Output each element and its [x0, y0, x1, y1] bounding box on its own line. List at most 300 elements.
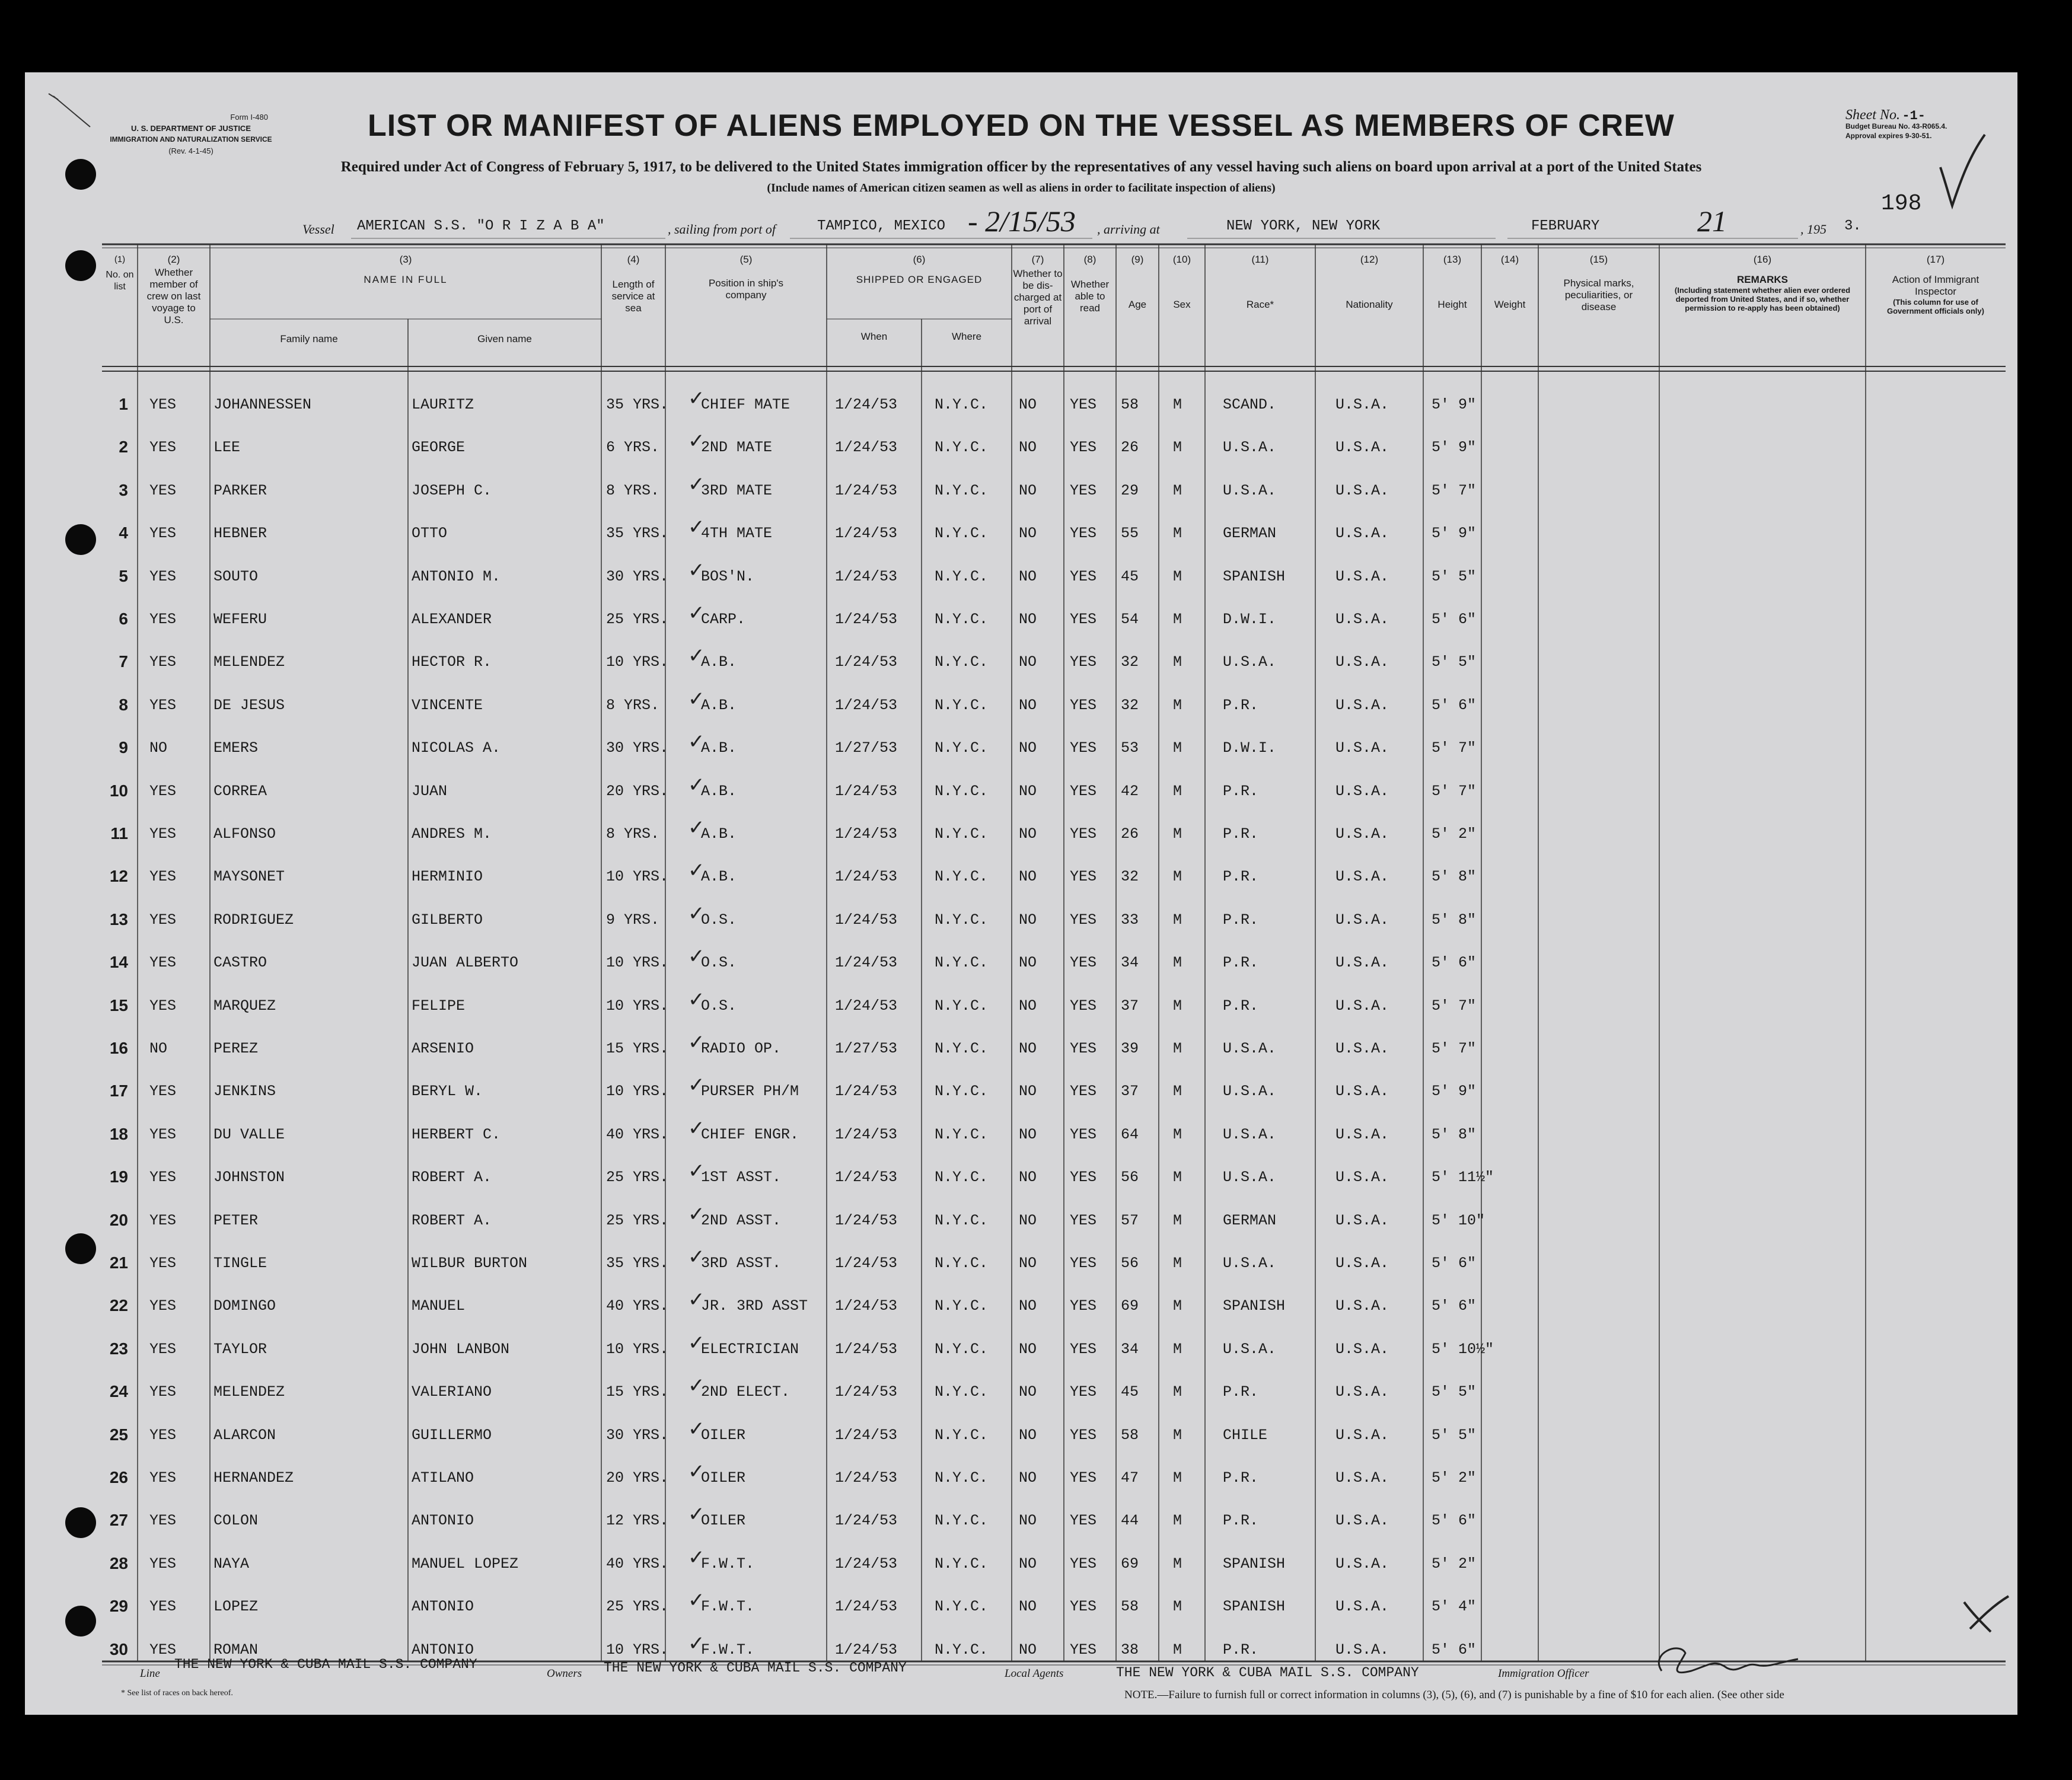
- nationality-cell: U.S.A.: [1335, 1641, 1389, 1658]
- able-to-read-cell: YES: [1070, 481, 1097, 499]
- able-to-read-cell: YES: [1070, 825, 1097, 843]
- age-cell: 54: [1121, 611, 1139, 628]
- discharged-cell: NO: [1019, 396, 1037, 413]
- col-7-header: (7) Whether to be dis-charged at port of arrival: [1013, 254, 1063, 327]
- nationality-cell: U.S.A.: [1335, 611, 1389, 628]
- shipped-when-cell: 1/24/53: [835, 868, 898, 886]
- height-cell: 5' 11½": [1432, 1169, 1494, 1186]
- row-number-cell: 13: [109, 910, 128, 929]
- able-to-read-cell: YES: [1070, 954, 1097, 972]
- sex-cell: M: [1173, 611, 1182, 628]
- sailing-date: - 2/15/53: [968, 205, 1076, 238]
- nationality-cell: U.S.A.: [1335, 1255, 1389, 1272]
- family-name-cell: LOPEZ: [213, 1598, 259, 1616]
- shipped-when-cell: 1/24/53: [835, 696, 898, 714]
- race-cell: CHILE: [1223, 1426, 1268, 1444]
- able-to-read-cell: YES: [1070, 611, 1097, 628]
- discharged-cell: NO: [1019, 739, 1037, 757]
- given-name-cell: FELIPE: [412, 997, 466, 1015]
- family-name-cell: WEFERU: [213, 611, 267, 628]
- row-number-cell: 25: [109, 1425, 128, 1444]
- service-length-cell: 10 YRS.: [606, 954, 669, 972]
- discharged-cell: NO: [1019, 1383, 1037, 1401]
- family-name-cell: DE JESUS: [213, 696, 285, 714]
- nationality-cell: U.S.A.: [1335, 1297, 1389, 1315]
- row-number-cell: 30: [109, 1639, 128, 1658]
- service-length-cell: 40 YRS.: [606, 1297, 669, 1315]
- last-voyage-cell: YES: [149, 1555, 177, 1572]
- height-cell: 5' 7": [1432, 739, 1477, 757]
- form-department: U. S. DEPARTMENT OF JUSTICE: [131, 124, 251, 133]
- able-to-read-cell: YES: [1070, 868, 1097, 886]
- race-cell: P.R.: [1223, 782, 1259, 800]
- check-mark-icon: ✓: [688, 901, 705, 926]
- shipped-where-cell: N.Y.C.: [935, 1255, 989, 1272]
- discharged-cell: NO: [1019, 825, 1037, 843]
- discharged-cell: NO: [1019, 1641, 1037, 1658]
- page-stamp-number: 198: [1881, 191, 1922, 216]
- height-cell: 5' 8": [1432, 911, 1477, 929]
- col-16-header: (16) REMARKS (Including statement whether alien ever ordered deported from United States, and if so, whether permission to re-apply has been obtained): [1674, 254, 1851, 312]
- height-cell: 5' 8": [1432, 1125, 1477, 1143]
- check-mark-icon: ✓: [688, 601, 705, 625]
- family-name-cell: MELENDEZ: [213, 1383, 285, 1401]
- races-footnote: * See list of races on back hereof.: [121, 1689, 233, 1698]
- race-cell: P.R.: [1223, 868, 1259, 886]
- row-number-cell: 5: [119, 566, 128, 585]
- discharged-cell: NO: [1019, 1169, 1037, 1186]
- height-cell: 5' 10½": [1432, 1340, 1494, 1358]
- height-cell: 5' 7": [1432, 481, 1477, 499]
- able-to-read-cell: YES: [1070, 1083, 1097, 1100]
- row-number-cell: 22: [109, 1296, 128, 1315]
- age-cell: 37: [1121, 1083, 1139, 1100]
- service-length-cell: 10 YRS.: [606, 1340, 669, 1358]
- service-length-cell: 8 YRS.: [606, 481, 660, 499]
- discharged-cell: NO: [1019, 696, 1037, 714]
- discharged-cell: NO: [1019, 1426, 1037, 1444]
- sex-cell: M: [1173, 1125, 1182, 1143]
- check-mark-icon: ✓: [688, 945, 705, 969]
- service-length-cell: 10 YRS.: [606, 997, 669, 1015]
- check-mark-icon: ✓: [688, 644, 705, 668]
- service-length-cell: 8 YRS.: [606, 696, 660, 714]
- service-length-cell: 40 YRS.: [606, 1125, 669, 1143]
- race-cell: U.S.A.: [1223, 1125, 1277, 1143]
- last-voyage-cell: YES: [149, 653, 177, 671]
- given-name-cell: GILBERTO: [412, 911, 483, 929]
- col-6-header: (6) SHIPPED OR ENGAGED: [856, 254, 983, 285]
- shipped-when-cell: 1/24/53: [835, 481, 898, 499]
- service-length-cell: 20 YRS.: [606, 782, 669, 800]
- race-cell: U.S.A.: [1223, 1169, 1277, 1186]
- sex-cell: M: [1173, 911, 1182, 929]
- shipped-when-cell: 1/24/53: [835, 1469, 898, 1486]
- race-cell: SPANISH: [1223, 567, 1286, 585]
- nationality-cell: U.S.A.: [1335, 782, 1389, 800]
- nationality-cell: U.S.A.: [1335, 868, 1389, 886]
- sex-cell: M: [1173, 1083, 1182, 1100]
- col-9-header: (9) Age: [1128, 254, 1147, 310]
- family-name-cell: MELENDEZ: [213, 653, 285, 671]
- given-name-cell: JUAN: [412, 782, 448, 800]
- shipped-where-cell: N.Y.C.: [935, 1169, 989, 1186]
- sex-cell: M: [1173, 653, 1182, 671]
- height-cell: 5' 6": [1432, 1255, 1477, 1272]
- nationality-cell: U.S.A.: [1335, 396, 1389, 413]
- sheet-value: -1-: [1902, 109, 1926, 123]
- service-length-cell: 6 YRS.: [606, 439, 660, 457]
- check-mark-icon: ✓: [688, 1245, 705, 1269]
- shipped-when-cell: 1/24/53: [835, 653, 898, 671]
- check-mark-icon: ✓: [688, 730, 705, 754]
- x-mark-icon: [1958, 1590, 2012, 1638]
- shipped-where-cell: N.Y.C.: [935, 1040, 989, 1057]
- shipped-where-cell: N.Y.C.: [935, 782, 989, 800]
- sex-cell: M: [1173, 782, 1182, 800]
- discharged-cell: NO: [1019, 567, 1037, 585]
- able-to-read-cell: YES: [1070, 782, 1097, 800]
- row-number-cell: 24: [109, 1382, 128, 1401]
- height-cell: 5' 7": [1432, 782, 1477, 800]
- last-voyage-cell: YES: [149, 567, 177, 585]
- height-cell: 5' 9": [1432, 396, 1477, 413]
- form-revision: (Rev. 4-1-45): [168, 146, 213, 155]
- nationality-cell: U.S.A.: [1335, 439, 1389, 457]
- age-cell: 56: [1121, 1169, 1139, 1186]
- row-number-cell: 20: [109, 1210, 128, 1229]
- position-cell: A.B.: [701, 739, 737, 757]
- age-cell: 45: [1121, 1383, 1139, 1401]
- able-to-read-cell: YES: [1070, 525, 1097, 543]
- sex-cell: M: [1173, 1297, 1182, 1315]
- penalty-note: NOTE.—Failure to furnish full or correct information in columns (3), (5), (6), and (7) is punishable by a fine of $10 for each alien. (See other side: [1124, 1689, 1784, 1701]
- shipped-when-cell: 1/24/53: [835, 1255, 898, 1272]
- given-name-cell: ALEXANDER: [412, 611, 492, 628]
- able-to-read-cell: YES: [1070, 696, 1097, 714]
- position-cell: RADIO OP.: [701, 1040, 782, 1057]
- height-cell: 5' 5": [1432, 567, 1477, 585]
- shipped-where-cell: N.Y.C.: [935, 653, 989, 671]
- shipped-where-cell: N.Y.C.: [935, 1641, 989, 1658]
- position-cell: A.B.: [701, 653, 737, 671]
- position-cell: O.S.: [701, 911, 737, 929]
- shipped-when-cell: 1/27/53: [835, 739, 898, 757]
- nationality-cell: U.S.A.: [1335, 825, 1389, 843]
- col-4-header: (4) Length of service at sea: [611, 254, 655, 314]
- able-to-read-cell: YES: [1070, 1297, 1097, 1315]
- given-name-cell: GUILLERMO: [412, 1426, 492, 1444]
- shipped-where-cell: N.Y.C.: [935, 567, 989, 585]
- check-mark-icon: ✓: [688, 429, 705, 454]
- race-cell: U.S.A.: [1223, 1255, 1277, 1272]
- race-cell: SPANISH: [1223, 1297, 1286, 1315]
- last-voyage-cell: NO: [149, 1040, 168, 1057]
- shipped-when-cell: 1/24/53: [835, 825, 898, 843]
- shipped-when-cell: 1/24/53: [835, 1297, 898, 1315]
- check-mark-icon: ✓: [688, 1331, 705, 1355]
- footer-owners-label: Owners: [547, 1667, 582, 1680]
- age-cell: 38: [1121, 1641, 1139, 1658]
- given-name-cell: OTTO: [412, 525, 448, 543]
- position-cell: O.S.: [701, 997, 737, 1015]
- footer-agents-label: Local Agents: [1005, 1667, 1064, 1680]
- family-name-cell: PETER: [213, 1211, 259, 1229]
- last-voyage-cell: YES: [149, 1125, 177, 1143]
- race-cell: GERMAN: [1223, 525, 1277, 543]
- service-length-cell: 25 YRS.: [606, 1169, 669, 1186]
- discharged-cell: NO: [1019, 1040, 1037, 1057]
- position-cell: 1ST ASST.: [701, 1169, 782, 1186]
- sex-cell: M: [1173, 825, 1182, 843]
- check-mark-icon: ✓: [688, 1288, 705, 1312]
- subnote: (Include names of American citizen seamen as well as aliens in order to facilitate inspection of aliens): [767, 181, 1276, 194]
- footer-officer-label: Immigration Officer: [1498, 1667, 1589, 1680]
- discharged-cell: NO: [1019, 611, 1037, 628]
- age-cell: 33: [1121, 911, 1139, 929]
- row-number-cell: 3: [119, 480, 128, 499]
- height-cell: 5' 6": [1432, 696, 1477, 714]
- corner-tick-icon: [25, 72, 144, 191]
- shipped-where-cell: N.Y.C.: [935, 1598, 989, 1616]
- family-name-cell: DOMINGO: [213, 1297, 276, 1315]
- position-cell: OILER: [701, 1426, 746, 1444]
- position-cell: F.W.T.: [701, 1598, 755, 1616]
- check-mark-icon: [1934, 132, 1988, 215]
- shipped-where-cell: N.Y.C.: [935, 1426, 989, 1444]
- sex-cell: M: [1173, 525, 1182, 543]
- family-name-cell: ALARCON: [213, 1426, 276, 1444]
- able-to-read-cell: YES: [1070, 1169, 1097, 1186]
- shipped-where-cell: N.Y.C.: [935, 997, 989, 1015]
- nationality-cell: U.S.A.: [1335, 739, 1389, 757]
- shipped-when-cell: 1/24/53: [835, 525, 898, 543]
- given-name-cell: NICOLAS A.: [412, 739, 501, 757]
- col-1-header: (1) No. on list: [106, 254, 134, 292]
- shipped-where-cell: N.Y.C.: [935, 1383, 989, 1401]
- row-number-cell: 8: [119, 695, 128, 714]
- check-mark-icon: ✓: [688, 1159, 705, 1184]
- race-cell: P.R.: [1223, 954, 1259, 972]
- height-cell: 5' 2": [1432, 1469, 1477, 1486]
- arrival-month: FEBRUARY: [1531, 218, 1600, 234]
- nationality-cell: U.S.A.: [1335, 1555, 1389, 1572]
- given-name-cell: HECTOR R.: [412, 653, 492, 671]
- nationality-cell: U.S.A.: [1335, 1169, 1389, 1186]
- family-name-cell: MARQUEZ: [213, 997, 276, 1015]
- shipped-when-cell: 1/27/53: [835, 1040, 898, 1057]
- position-cell: JR. 3RD ASST: [701, 1297, 808, 1315]
- race-cell: P.R.: [1223, 997, 1259, 1015]
- given-name-header: Given name: [477, 333, 532, 344]
- family-name-cell: ALFONSO: [213, 825, 276, 843]
- age-cell: 44: [1121, 1512, 1139, 1530]
- discharged-cell: NO: [1019, 954, 1037, 972]
- position-cell: CHIEF ENGR.: [701, 1125, 799, 1143]
- position-cell: A.B.: [701, 825, 737, 843]
- shipped-when-cell: 1/24/53: [835, 396, 898, 413]
- row-number-cell: 11: [110, 824, 128, 843]
- check-mark-icon: ✓: [688, 1073, 705, 1098]
- shipped-where-cell: N.Y.C.: [935, 739, 989, 757]
- family-name-cell: EMERS: [213, 739, 259, 757]
- sex-cell: M: [1173, 1383, 1182, 1401]
- check-mark-icon: ✓: [688, 816, 705, 840]
- nationality-cell: U.S.A.: [1335, 1512, 1389, 1530]
- sex-cell: M: [1173, 1598, 1182, 1616]
- height-cell: 5' 6": [1432, 954, 1477, 972]
- form-service: IMMIGRATION AND NATURALIZATION SERVICE: [110, 135, 272, 143]
- sex-cell: M: [1173, 997, 1182, 1015]
- year-suffix: 3.: [1844, 218, 1861, 234]
- discharged-cell: NO: [1019, 653, 1037, 671]
- position-cell: ELECTRICIAN: [701, 1340, 799, 1358]
- discharged-cell: NO: [1019, 481, 1037, 499]
- age-cell: 26: [1121, 825, 1139, 843]
- able-to-read-cell: YES: [1070, 567, 1097, 585]
- race-cell: P.R.: [1223, 696, 1259, 714]
- sex-cell: M: [1173, 1469, 1182, 1486]
- arrival-day: 21: [1697, 205, 1727, 238]
- given-name-cell: HERBERT C.: [412, 1125, 501, 1143]
- shipped-where-cell: N.Y.C.: [935, 1512, 989, 1530]
- discharged-cell: NO: [1019, 1255, 1037, 1272]
- last-voyage-cell: YES: [149, 954, 177, 972]
- position-cell: OILER: [701, 1512, 746, 1530]
- shipped-where-cell: N.Y.C.: [935, 1340, 989, 1358]
- age-cell: 47: [1121, 1469, 1139, 1486]
- last-voyage-cell: YES: [149, 611, 177, 628]
- shipped-when-cell: 1/24/53: [835, 1211, 898, 1229]
- last-voyage-cell: YES: [149, 1426, 177, 1444]
- position-cell: 2ND MATE: [701, 439, 773, 457]
- nationality-cell: U.S.A.: [1335, 911, 1389, 929]
- race-cell: SPANISH: [1223, 1598, 1286, 1616]
- discharged-cell: NO: [1019, 1297, 1037, 1315]
- sex-cell: M: [1173, 868, 1182, 886]
- budget-bureau: Budget Bureau No. 43-R065.4.: [1845, 122, 1947, 130]
- sailing-label: , sailing from port of: [668, 222, 776, 237]
- age-cell: 58: [1121, 1598, 1139, 1616]
- service-length-cell: 10 YRS.: [606, 653, 669, 671]
- race-cell: U.S.A.: [1223, 439, 1277, 457]
- given-name-cell: VALERIANO: [412, 1383, 492, 1401]
- check-mark-icon: ✓: [688, 1417, 705, 1441]
- race-cell: P.R.: [1223, 1383, 1259, 1401]
- page-title: LIST OR MANIFEST OF ALIENS EMPLOYED ON THE VESSEL AS MEMBERS OF CREW: [368, 109, 1675, 143]
- race-cell: SPANISH: [1223, 1555, 1286, 1572]
- last-voyage-cell: YES: [149, 696, 177, 714]
- shipped-when-cell: 1/24/53: [835, 1641, 898, 1658]
- position-cell: F.W.T.: [701, 1555, 755, 1572]
- sex-cell: M: [1173, 1340, 1182, 1358]
- discharged-cell: NO: [1019, 1340, 1037, 1358]
- shipped-where-header: Where: [951, 331, 982, 342]
- family-name-cell: COLON: [213, 1512, 259, 1530]
- shipped-where-cell: N.Y.C.: [935, 825, 989, 843]
- col-14-header: (14) Weight: [1494, 254, 1526, 310]
- row-number-cell: 15: [109, 996, 128, 1015]
- age-cell: 26: [1121, 439, 1139, 457]
- discharged-cell: NO: [1019, 1512, 1037, 1530]
- row-number-cell: 10: [109, 781, 128, 800]
- age-cell: 56: [1121, 1255, 1139, 1272]
- family-name-cell: JOHNSTON: [213, 1169, 285, 1186]
- given-name-cell: BERYL W.: [412, 1083, 483, 1100]
- given-name-cell: GEORGE: [412, 439, 466, 457]
- given-name-cell: ANTONIO: [412, 1598, 474, 1616]
- sex-cell: M: [1173, 1040, 1182, 1057]
- age-cell: 32: [1121, 653, 1139, 671]
- shipped-when-cell: 1/24/53: [835, 567, 898, 585]
- position-cell: 2ND ELECT.: [701, 1383, 790, 1401]
- family-name-cell: NAYA: [213, 1555, 250, 1572]
- shipped-when-cell: 1/24/53: [835, 997, 898, 1015]
- height-cell: 5' 2": [1432, 825, 1477, 843]
- sex-cell: M: [1173, 439, 1182, 457]
- able-to-read-cell: YES: [1070, 1555, 1097, 1572]
- given-name-cell: MANUEL LOPEZ: [412, 1555, 519, 1572]
- row-number-cell: 12: [109, 867, 128, 886]
- check-mark-icon: ✓: [688, 773, 705, 797]
- check-mark-icon: ✓: [688, 687, 705, 711]
- height-cell: 5' 4": [1432, 1598, 1477, 1616]
- given-name-cell: ANTONIO M.: [412, 567, 501, 585]
- shipped-where-cell: N.Y.C.: [935, 481, 989, 499]
- race-cell: D.W.I.: [1223, 739, 1277, 757]
- able-to-read-cell: YES: [1070, 911, 1097, 929]
- position-cell: 4TH MATE: [701, 525, 773, 543]
- position-cell: PURSER PH/M: [701, 1083, 799, 1100]
- able-to-read-cell: YES: [1070, 1512, 1097, 1530]
- age-cell: 34: [1121, 1340, 1139, 1358]
- nationality-cell: U.S.A.: [1335, 696, 1389, 714]
- col-11-header: (11) Race*: [1246, 254, 1274, 310]
- race-cell: D.W.I.: [1223, 611, 1277, 628]
- footer-line-value: THE NEW YORK & CUBA MAIL S.S. COMPANY: [174, 1657, 477, 1672]
- shipped-when-cell: 1/24/53: [835, 1083, 898, 1100]
- vessel-label: Vessel: [302, 222, 334, 237]
- discharged-cell: NO: [1019, 1598, 1037, 1616]
- check-mark-icon: ✓: [688, 1631, 705, 1655]
- family-name-cell: ROMAN: [213, 1641, 259, 1658]
- position-cell: 2ND ASST.: [701, 1211, 782, 1229]
- last-voyage-cell: YES: [149, 1383, 177, 1401]
- age-cell: 29: [1121, 481, 1139, 499]
- col-13-header: (13) Height: [1437, 254, 1467, 310]
- family-name-cell: JENKINS: [213, 1083, 276, 1100]
- position-cell: CHIEF MATE: [701, 396, 790, 413]
- height-cell: 5' 6": [1432, 611, 1477, 628]
- last-voyage-cell: YES: [149, 1512, 177, 1530]
- footer-line-label: Line: [140, 1667, 160, 1680]
- race-cell: P.R.: [1223, 1469, 1259, 1486]
- age-cell: 69: [1121, 1555, 1139, 1572]
- service-length-cell: 35 YRS.: [606, 1255, 669, 1272]
- shipped-when-cell: 1/24/53: [835, 439, 898, 457]
- sex-cell: M: [1173, 696, 1182, 714]
- nationality-cell: U.S.A.: [1335, 1598, 1389, 1616]
- discharged-cell: NO: [1019, 782, 1037, 800]
- shipped-where-cell: N.Y.C.: [935, 1125, 989, 1143]
- discharged-cell: NO: [1019, 439, 1037, 457]
- age-cell: 32: [1121, 696, 1139, 714]
- able-to-read-cell: YES: [1070, 1125, 1097, 1143]
- last-voyage-cell: YES: [149, 1641, 177, 1658]
- family-name-cell: PARKER: [213, 481, 267, 499]
- col-8-header: (8) Whether able to read: [1070, 254, 1110, 314]
- family-name-cell: PEREZ: [213, 1040, 259, 1057]
